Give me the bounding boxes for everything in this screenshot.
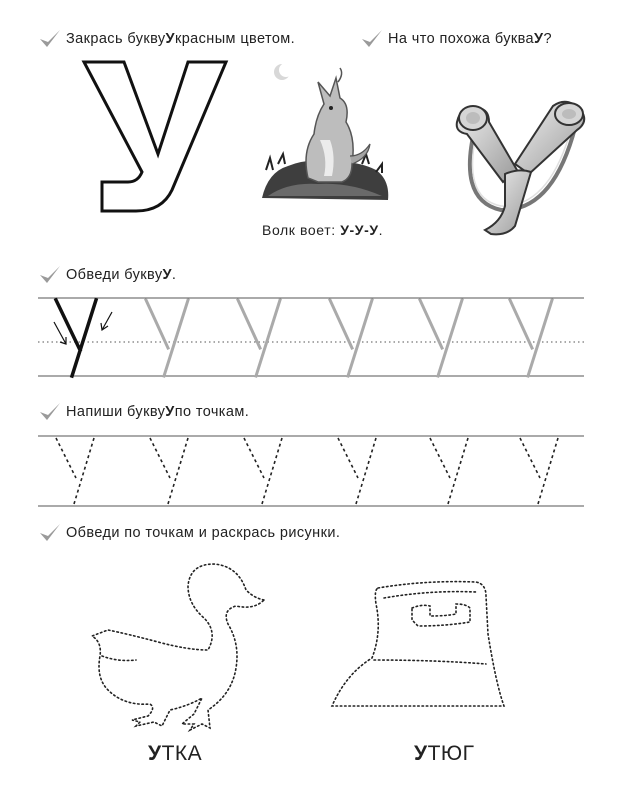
task-letter: У <box>534 31 544 47</box>
task-letter: У <box>165 404 175 420</box>
word-first-letter: У <box>148 742 162 765</box>
task-text: Закрась букву <box>66 31 166 47</box>
task-rest: по точкам. <box>174 404 250 420</box>
task-write-dots <box>38 401 249 423</box>
task-rest: . <box>171 267 177 283</box>
task-rest: ? <box>543 31 552 47</box>
check-icon <box>360 28 384 50</box>
caption-end: . <box>378 222 384 238</box>
check-icon <box>38 401 62 423</box>
word-rest: ТЮГ <box>427 742 475 765</box>
word-duck <box>148 742 202 766</box>
task-trace-letter <box>38 264 176 286</box>
task-text: Напиши букву <box>66 404 166 420</box>
check-icon <box>38 522 62 544</box>
wolf-caption <box>262 222 383 238</box>
trace-letters <box>146 300 552 376</box>
dotted-letters <box>56 438 558 504</box>
tracing-row[interactable] <box>38 292 584 384</box>
check-icon <box>38 28 62 50</box>
task-letter: У <box>165 31 175 47</box>
letter-u-outline[interactable] <box>80 58 230 213</box>
word-iron <box>414 742 475 766</box>
task-trace-pictures <box>38 522 340 544</box>
duck-dotted[interactable] <box>78 560 278 735</box>
task-resembles <box>360 28 552 50</box>
word-rest: ТКА <box>161 742 203 765</box>
task-letter: У <box>162 267 172 283</box>
iron-dotted[interactable] <box>326 574 526 714</box>
word-first-letter: У <box>414 742 428 765</box>
task-text: Обведи по точкам и раскрась рисунки. <box>66 525 341 541</box>
caption-text: Волк воет: <box>262 222 341 238</box>
task-text: Обведи букву <box>66 267 163 283</box>
dotted-letters-row[interactable] <box>38 432 584 512</box>
wolf-illustration <box>258 60 393 210</box>
task-text: На что похожа буква <box>388 31 535 47</box>
caption-sound: У-У-У <box>340 222 379 238</box>
check-icon <box>38 264 62 286</box>
slingshot-illustration <box>445 90 595 240</box>
task-rest: красным цветом. <box>174 31 296 47</box>
task-color-letter <box>38 28 295 50</box>
